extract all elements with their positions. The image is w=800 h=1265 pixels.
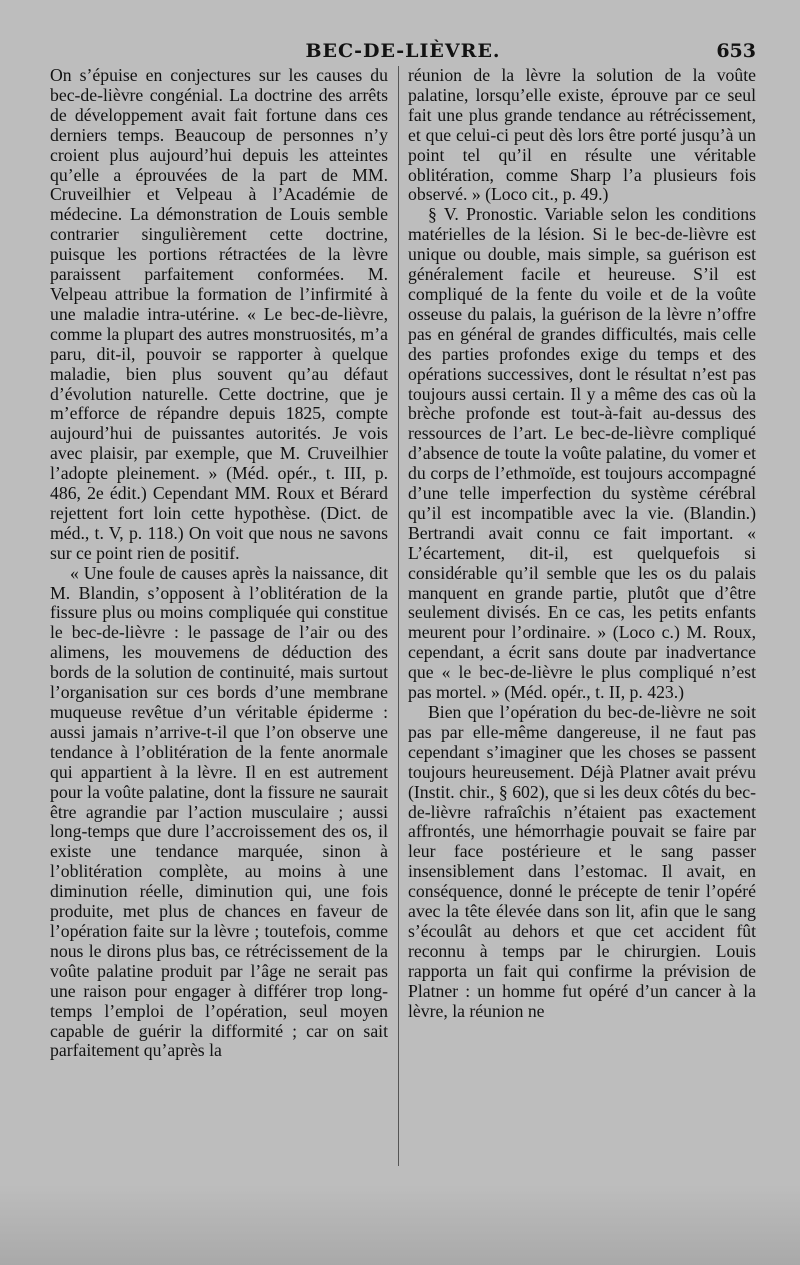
paragraph: Bien que l’opération du bec-de-lièvre ne soit pas par elle-même dangereuse, il ne faut pas cependant s’imaginer que les choses se passent toujours heureusement. Déjà Platner avait prévu (Instit. chir., § 602), que si les deux côtés du bec-de-lièvre rafraîchis n’étaient pas exactement affrontés, une hémorrhagie pouvait se faire par leur face postérieure et le sang passer insensiblement dans l’estomac. Il avait, en conséquence, donné le précepte de tenir l’opéré avec la tête élevée dans son lit, afin que le sang s’écoulât au dehors et que cet accident fût reconnu à temps par le chirurgien. Louis rapporta un fait qui confirme la prévision de Platner : un homme fut opéré d’un cancer à la lèvre, la réunion ne — [408, 702, 756, 1021]
column-divider — [398, 66, 399, 1166]
section-pronostic-paragraph: § V. Pronostic. Variable selon les conditions matérielles de la lésion. Si le bec-de-lièvre est unique ou double, mais simple, sa guérison est généralement facile et heureuse. S’il est compliqué de la fente du voile et de la voûte osseuse du palais, la guérison de la lèvre n’offre pas en général de grandes difficultés, mais celle des parties profondes exige du temps et des opérations successives, dont le résultat n’est pas toujours aussi certain. Il y a même des cas où la brèche profonde est tout-à-fait au-dessus des ressources de l’art. Le bec-de-lièvre compliqué d’absence de toute la voûte palatine, du vomer et du corps de l’ethmoïde, est toujours accompagné d’une telle imperfection du système cérébral qu’il est incompatible avec la vie. (Blandin.) Bertrandi avait connu ce fait important. « L’écartement, dit-il, est quelquefois si considérable qu’il semble que les os du palais manquent en grande partie, plutôt que d’être seulement divisés. En ce cas, les petits enfants meurent pour l’ordinaire. » (Loco c.) M. Roux, cependant, a écrit sans doute par inadvertance que « le bec-de-lièvre le plus compliqué n’est pas mortel. » (Méd. opér., t. II, p. 423.) — [408, 204, 756, 703]
page-number: 653 — [716, 40, 756, 62]
page-bottom-margin — [0, 1185, 800, 1265]
left-column — [50, 66, 388, 1061]
paragraph: réunion de la lèvre la solution de la voûte palatine, lorsqu’elle existe, éprouve par ce seul fait une plus grande tendance au rétrécissement, et que celui-ci peut dès lors être porté jusqu’à un point tel qu’il en résulte une véritable oblitération, comme Sharp l’a plusieurs fois observé. » (Loco cit., p. 49.) — [408, 65, 756, 205]
page-header — [50, 40, 756, 66]
paragraph: « Une foule de causes après la naissance, dit M. Blandin, s’opposent à l’oblitération de la fissure plus ou moins compliquée qui constitue le bec-de-lièvre : le passage de l’air ou des alimens, les mouvemens de déduction des bords de la solution de continuité, mais surtout l’organisation sur ces bords d’une membrane muqueuse revêtue d’un véritable épiderme : aussi jamais n’arrive-t-il que l’on observe une tendance à l’oblitération de la fente anormale qui appartient à la lèvre. Il en est autrement pour la voûte palatine, dont la fissure ne saurait être agrandie par l’action musculaire ; aussi long-temps que dure l’accroissement des os, il existe une tendance marquée, sinon à l’oblitération complète, au moins à une diminution réelle, diminution qui, une fois produite, met plus de chances en faveur de l’opération faite sur la lèvre ; toutefois, comme nous le dirons plus bas, ce rétrécissement de la voûte palatine produit par l’âge ne serait pas une raison pour engager à différer trop long-temps l’emploi de l’opération, seul moyen capable de guérir la difformité ; car on sait parfaitement qu’après la — [50, 562, 388, 1061]
right-column — [408, 66, 756, 1022]
paragraph: On s’épuise en conjectures sur les causes du bec-de-lièvre congénial. La doctrine des arrêts de développement avait fait fortune dans ces derniers temps. Beaucoup de personnes n’y croient plus aujourd’hui depuis les atteintes qu’elle a éprouvées de la part de MM. Cruveilhier et Velpeau à l’Académie de médecine. La démonstration de Louis semble contrarier singulièrement cette doctrine, puisque les portions rétractées de la lèvre paraissent parfaitement conformées. M. Velpeau attribue la formation de l’infirmité à une maladie intra-utérine. « Le bec-de-lièvre, comme la plupart des autres monstruosités, m’a paru, dit-il, pouvoir se rapporter à quelque maladie, bien plus souvent qu’au défaut d’évolution naturelle. Cette doctrine, que je m’efforce de répandre depuis 1825, compte aujourd’hui de puissantes autorités. Je vois avec plaisir, par exemple, que M. Cruveilhier l’adopte pleinement. » (Méd. opér., t. III, p. 486, 2e édit.) Cependant MM. Roux et Bérard rejettent fort loin cette hypothèse. (Dict. de méd., t. V, p. 118.) On voit que nous ne savons sur ce point rien de positif. — [50, 65, 388, 563]
running-title: BEC-DE-LIÈVRE. — [305, 40, 501, 62]
